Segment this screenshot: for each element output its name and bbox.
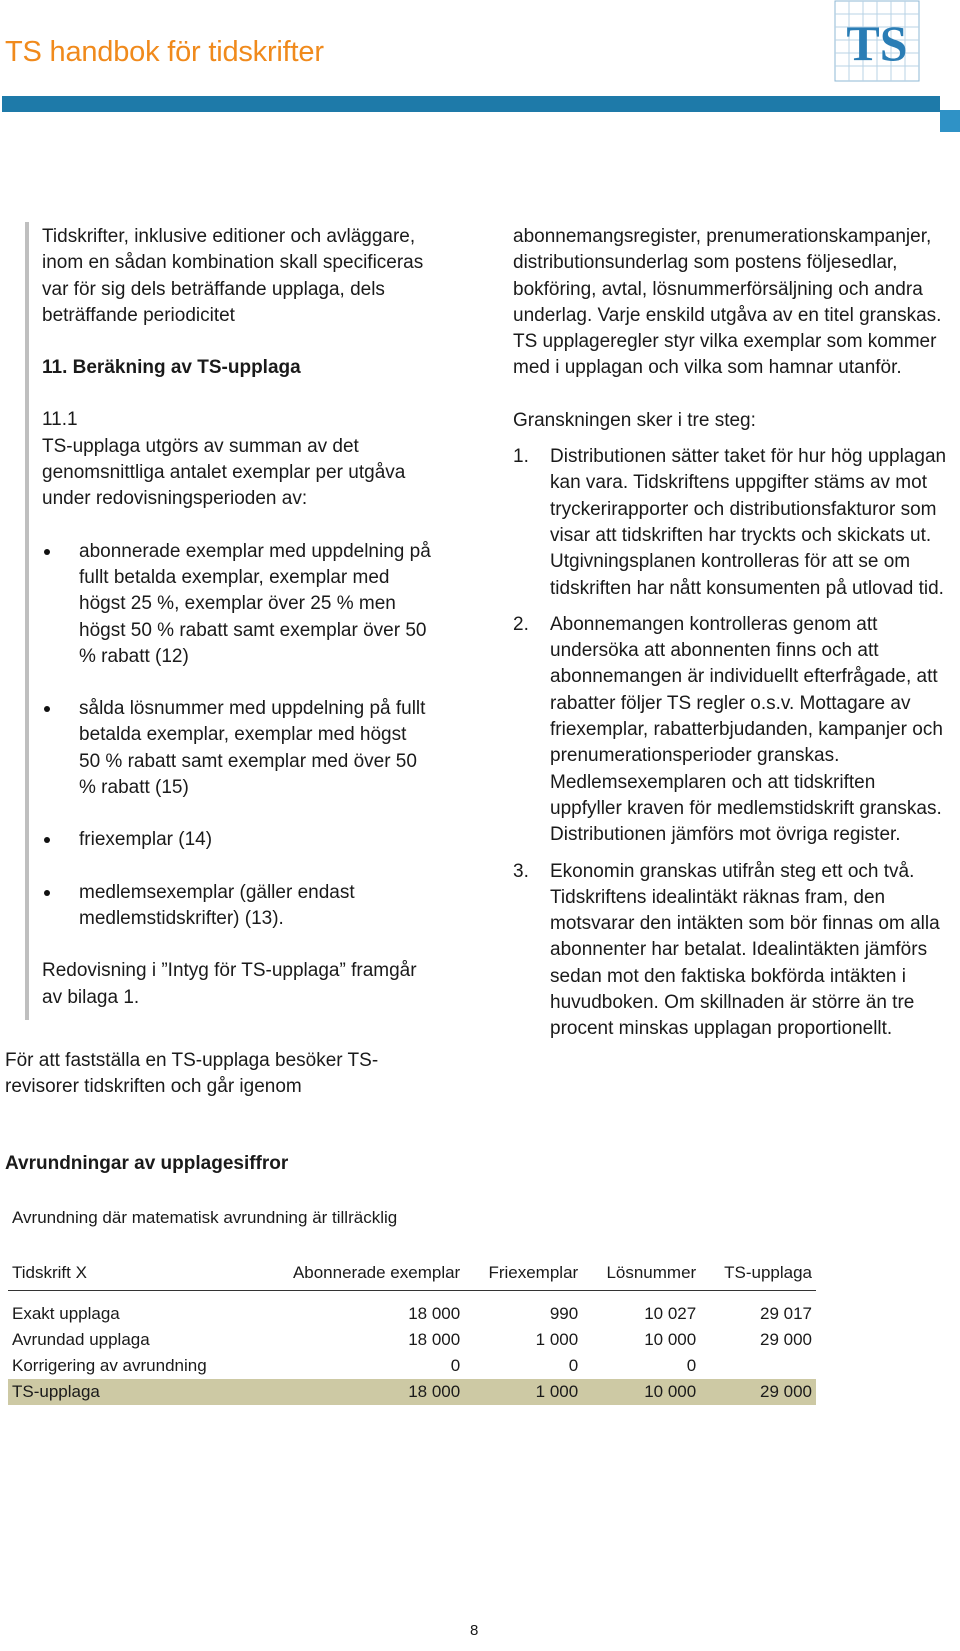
left-column bbox=[42, 224, 432, 1011]
continuation-paragraph: För att fastställa en TS-upplaga besöker TS-revisorer tidskriften och går igenom bbox=[5, 1050, 379, 1098]
table-cell: 10 027 bbox=[644, 1304, 697, 1323]
column-header: Friexemplar bbox=[488, 1263, 579, 1282]
step-number: 3. bbox=[513, 860, 529, 882]
rounding-table-caption: Avrundning där matematisk avrundning är tillräcklig bbox=[12, 1208, 398, 1227]
list-item bbox=[513, 859, 949, 1043]
table-total-row bbox=[8, 1379, 816, 1405]
column-header: Abonnerade exemplar bbox=[292, 1263, 461, 1282]
right-column bbox=[513, 224, 949, 1053]
table-cell: 29 017 bbox=[760, 1304, 812, 1323]
clause-bullet-list bbox=[42, 539, 432, 933]
column-header: TS-upplaga bbox=[724, 1263, 812, 1282]
table-cell: Avrundad upplaga bbox=[12, 1330, 150, 1349]
steps-intro: Granskningen sker i tre steg: bbox=[513, 409, 756, 431]
header-bar bbox=[2, 96, 940, 112]
table-row bbox=[8, 1291, 816, 1328]
redovisning-paragraph: Redovisning i ”Intyg för TS-upplaga” framgår av bilaga 1. bbox=[42, 960, 417, 1008]
svg-text:TS: TS bbox=[846, 15, 908, 71]
table-cell: 0 bbox=[686, 1356, 697, 1375]
table-cell: 1 000 bbox=[464, 1379, 582, 1405]
table-cell: 990 bbox=[549, 1304, 579, 1323]
table-cell: 10 000 bbox=[582, 1379, 700, 1405]
step-number: 1. bbox=[513, 446, 529, 468]
table-cell bbox=[700, 1353, 816, 1379]
ts-logo bbox=[834, 0, 920, 82]
list-item bbox=[513, 444, 949, 602]
table-cell: 0 bbox=[450, 1356, 461, 1375]
table-cell: 1 000 bbox=[535, 1330, 579, 1349]
header-bar-accent bbox=[940, 110, 960, 132]
list-item: friexemplar (14) bbox=[42, 827, 432, 853]
step-number: 2. bbox=[513, 613, 529, 635]
page-header-title: TS handbok för tidskrifter bbox=[5, 36, 324, 68]
page-number: 8 bbox=[470, 1622, 479, 1639]
clause-number: 11.1 bbox=[42, 409, 78, 431]
list-item: abonnerade exemplar med uppdelning på fullt betalda exemplar, exemplar med högst 25 %, exemplar över 25 % men högst 50 % rabatt samt exemplar över 50 % rabatt (12) bbox=[42, 539, 432, 670]
table-cell: 18 000 bbox=[253, 1379, 465, 1405]
table-cell: 29 000 bbox=[760, 1330, 812, 1349]
step-text: Abonnemangen kontrolleras genom att undersöka att abonnenten finns och att abonnemangen är individuellt efterfrågade, att rabatter följer TS regler o.s.v. Mottagare av friexemplar, rabatterbjudanden, kampanjer och prenumerationsperioder granskas. Medlemsexemplaren och att tidskriften uppfyller kraven för medlemstidskrift granskas. Distributionen jämförs mot övriga register. bbox=[550, 613, 943, 846]
table-cell: 0 bbox=[568, 1356, 579, 1375]
review-steps-list bbox=[513, 444, 949, 1043]
column-header: Tidskrift X bbox=[12, 1263, 87, 1282]
clause-text: TS-upplaga utgörs av summan av det genomsnittliga antalet exemplar per utgåva under redovisningsperioden av: bbox=[42, 435, 406, 510]
list-item: medlemsexemplar (gäller endast medlemstidskrifter) (13). bbox=[42, 880, 432, 933]
table-row bbox=[8, 1327, 816, 1353]
column-header: Lösnummer bbox=[606, 1263, 697, 1282]
table-cell: TS-upplaga bbox=[8, 1379, 253, 1405]
table-cell: Exakt upplaga bbox=[12, 1304, 120, 1323]
right-intro-paragraph: abonnemangsregister, prenumerationskampanjer, distributionsunderlag som postens följesedlar, bokföring, avtal, lösnummerförsäljning och andra underlag. Varje enskild utgåva av en titel granskas. TS upplageregler styr vilka exemplar som kommer med i upplagan och vilka som hamnar utanför. bbox=[513, 226, 942, 379]
rounding-heading: Avrundningar av upplagesiffror bbox=[5, 1153, 289, 1174]
table-cell: 10 000 bbox=[644, 1330, 697, 1349]
table-cell: 29 000 bbox=[700, 1379, 816, 1405]
left-column-rule bbox=[25, 222, 29, 1020]
step-text: Ekonomin granskas utifrån steg ett och två. Tidskriftens idealintäkt räknas fram, den motsvarar den intäkten som bör finnas om alla abonnenter har betalat. Idealintäkten jämförs sedan mot den faktiska bokförda intäkten i huvudboken. Om skillnaden är större än tre procent minskas upplagan proportionellt. bbox=[550, 860, 940, 1040]
list-item bbox=[513, 612, 949, 849]
section-heading-11: 11. Beräkning av TS-upplaga bbox=[42, 357, 301, 379]
table-cell: 18 000 bbox=[408, 1330, 461, 1349]
intro-paragraph: Tidskrifter, inklusive editioner och avläggare, inom en sådan kombination skall specificeras var för sig dels beträffande upplaga, dels beträffande periodicitet bbox=[42, 226, 424, 326]
step-text: Distributionen sätter taket för hur hög upplagan kan vara. Tidskriftens uppgifter stäms av mot tryckerirapporter och distributionsfakturor som visar att tidskriften har tryckts och skickats ut. Utgivningsplanen kontrolleras för att se om tidskriften har nått konsumenten på utlovad tid. bbox=[550, 446, 947, 599]
table-cell: Korrigering av avrundning bbox=[12, 1356, 207, 1375]
list-item: sålda lösnummer med uppdelning på fullt betalda exemplar, exemplar med högst 50 % rabatt samt exemplar med över 50 % rabatt (15) bbox=[42, 696, 432, 801]
table-row bbox=[8, 1353, 816, 1379]
table-cell: 18 000 bbox=[408, 1304, 461, 1323]
table-header-row bbox=[8, 1260, 816, 1291]
rounding-table bbox=[8, 1260, 816, 1405]
